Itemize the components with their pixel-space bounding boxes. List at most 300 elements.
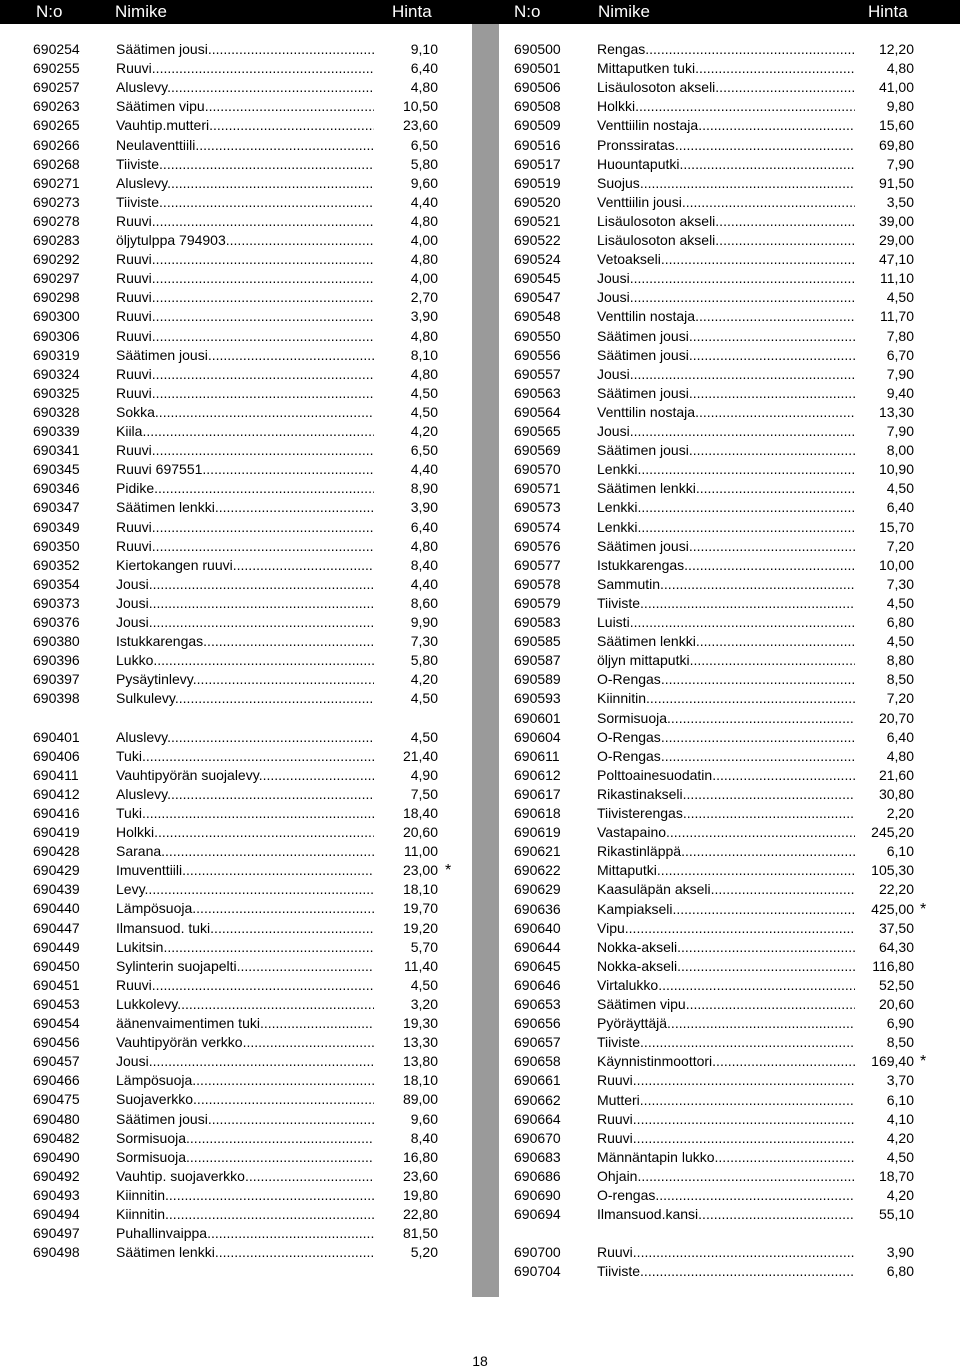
part-price: 9,10 <box>410 41 438 57</box>
part-number: 690589 <box>514 671 561 688</box>
list-item <box>514 670 954 689</box>
part-name: Neulaventtiili ..... <box>116 136 374 155</box>
part-name: Sormisuoja ..... <box>116 1148 374 1167</box>
list-item <box>33 594 473 613</box>
part-number: 690273 <box>33 193 80 210</box>
column-divider <box>472 24 499 1297</box>
list-item <box>33 575 473 594</box>
part-number: 690416 <box>33 804 80 821</box>
part-price: 7,30 <box>886 575 914 592</box>
part-price: 4,80 <box>410 327 438 344</box>
part-name: Ilmansuod.kansi ..... <box>597 1205 855 1224</box>
part-number: 690545 <box>514 270 561 287</box>
part-number: 690447 <box>33 919 80 936</box>
part-number: 690498 <box>33 1244 80 1261</box>
list-item <box>514 651 954 670</box>
part-number: 690604 <box>514 728 561 745</box>
part-price: 4,50 <box>886 1148 914 1165</box>
list-item <box>514 384 954 403</box>
list-item <box>514 1205 954 1224</box>
part-name: Kiinnitin ..... <box>116 1186 374 1205</box>
part-price: 4,80 <box>886 747 914 764</box>
part-price: 4,80 <box>410 79 438 96</box>
part-name: Kiertokangen ruuvi ..... <box>116 556 374 575</box>
table-header <box>0 0 960 24</box>
part-number: 690396 <box>33 652 80 669</box>
part-price: 13,80 <box>402 1053 438 1070</box>
part-name: Säätimen jousi ..... <box>597 384 855 403</box>
part-name: Rikastinläppä ..... <box>597 842 855 861</box>
part-name: Rikastinakseli ..... <box>597 785 855 804</box>
list-item <box>514 1186 954 1205</box>
part-number: 690266 <box>33 136 80 153</box>
part-price: 11,00 <box>404 843 438 860</box>
part-price: 6,70 <box>886 346 914 363</box>
part-price: 245,20 <box>871 824 914 841</box>
part-number: 690341 <box>33 442 80 459</box>
part-price: 4,20 <box>886 1129 914 1146</box>
part-price: 7,90 <box>886 365 914 382</box>
part-name: Säätimen jousi ..... <box>597 537 855 556</box>
part-number: 690254 <box>33 41 80 57</box>
list-item <box>514 1071 954 1090</box>
list-item <box>514 307 954 326</box>
part-number: 690439 <box>33 881 80 898</box>
list-item <box>514 269 954 288</box>
list-item <box>514 728 954 747</box>
part-name: Ohjain ..... <box>597 1167 855 1186</box>
part-name: Jousi ..... <box>116 1052 374 1071</box>
list-item <box>33 250 473 269</box>
part-name: öljytulppa 794903 ..... <box>116 231 374 250</box>
list-item <box>33 842 473 861</box>
part-price: 6,40 <box>886 499 914 516</box>
list-item <box>33 346 473 365</box>
part-name: Tuki ..... <box>116 804 374 823</box>
list-item <box>514 575 954 594</box>
part-number: 690636 <box>514 900 561 917</box>
part-number: 690593 <box>514 690 561 707</box>
list-item <box>33 1186 473 1205</box>
part-number: 690520 <box>514 193 561 210</box>
part-price: 18,70 <box>878 1167 914 1184</box>
part-price: 22,20 <box>878 881 914 898</box>
part-price: 4,80 <box>410 251 438 268</box>
part-name: Tiiviste ..... <box>116 155 374 174</box>
part-name: Kampiakseli ..... <box>597 900 855 919</box>
part-price: 29,00 <box>878 232 914 248</box>
part-name: Ruuvi ..... <box>597 1129 855 1148</box>
part-price: 11,70 <box>880 308 914 325</box>
list-item <box>514 155 954 174</box>
header-price-right: Hinta <box>868 2 908 21</box>
part-price: 19,70 <box>402 900 438 917</box>
part-name: Sormisuoja ..... <box>116 1129 374 1148</box>
part-number: 690300 <box>33 308 80 325</box>
part-name: Pidike ..... <box>116 479 374 498</box>
list-item <box>33 193 473 212</box>
part-price: 9,40 <box>886 384 914 401</box>
part-name: Venttilin nostaja ..... <box>597 307 855 326</box>
list-item <box>514 919 954 938</box>
part-name: Lisäulosoton akseli ..... <box>597 231 855 250</box>
header-name-right: Nimike <box>598 2 650 21</box>
part-price: 18,40 <box>402 804 438 821</box>
part-name: Venttilin nostaja ..... <box>597 403 855 422</box>
list-item <box>514 632 954 651</box>
part-price: 7,90 <box>886 155 914 172</box>
part-number: 690571 <box>514 480 561 497</box>
part-price: 6,40 <box>886 728 914 745</box>
list-item <box>33 823 473 842</box>
part-number: 690454 <box>33 1015 80 1031</box>
list-item <box>514 346 954 365</box>
part-number: 690629 <box>514 881 561 898</box>
part-name: Tiiviste ..... <box>597 1262 855 1281</box>
part-number: 690686 <box>514 1167 561 1184</box>
list-item <box>514 613 954 632</box>
part-price: 30,80 <box>878 785 914 802</box>
list-item <box>33 327 473 346</box>
part-price: 4,00 <box>410 232 438 248</box>
part-price: 10,50 <box>402 98 438 115</box>
part-price: 5,20 <box>410 1244 438 1261</box>
part-price: 7,20 <box>886 537 914 554</box>
list-item <box>33 670 473 689</box>
part-name: Mutteri ..... <box>597 1091 855 1110</box>
part-number: 690565 <box>514 423 561 439</box>
part-number: 690283 <box>33 232 80 248</box>
part-name: Aluslevy ..... <box>116 728 374 747</box>
part-price: 13,30 <box>402 1034 438 1051</box>
part-number: 690509 <box>514 117 561 134</box>
part-price: 6,50 <box>410 442 438 459</box>
part-name: Vetoakseli ..... <box>597 250 855 269</box>
list-item <box>33 59 473 78</box>
header-name-left: Nimike <box>115 2 167 21</box>
part-name: Polttoainesuodatin ..... <box>597 766 855 785</box>
part-name: Jousi ..... <box>116 613 374 632</box>
part-name: Vauhtip.mutteri ..... <box>116 116 374 135</box>
part-price: 19,20 <box>402 919 438 936</box>
list-item <box>33 174 473 193</box>
list-item <box>514 288 954 307</box>
part-price: 64,30 <box>878 938 914 955</box>
part-number: 690516 <box>514 136 561 153</box>
part-price: 41,00 <box>878 79 914 96</box>
part-number: 690401 <box>33 728 80 745</box>
list-item <box>514 957 954 976</box>
list-item <box>514 231 954 250</box>
part-number: 690347 <box>33 499 80 516</box>
part-number: 690475 <box>33 1091 80 1108</box>
part-number: 690398 <box>33 690 80 707</box>
list-item <box>33 288 473 307</box>
list-item <box>33 1129 473 1148</box>
part-price: 6,10 <box>886 843 914 860</box>
list-item <box>33 155 473 174</box>
part-name: Tiiviste ..... <box>597 594 855 613</box>
part-name: Lukitsin ..... <box>116 938 374 957</box>
part-number: 690412 <box>33 785 80 802</box>
part-price: 23,60 <box>402 117 438 134</box>
part-price: 4,20 <box>410 671 438 688</box>
list-item <box>33 995 473 1014</box>
list-item <box>514 460 954 479</box>
list-item <box>514 136 954 155</box>
part-name: Huountaputki ..... <box>597 155 855 174</box>
list-item <box>33 728 473 747</box>
part-price: 4,50 <box>410 690 438 707</box>
part-name: Ruuvi ..... <box>116 976 374 995</box>
part-number: 690482 <box>33 1129 80 1146</box>
part-number: 690644 <box>514 938 561 955</box>
part-price: 4,50 <box>410 976 438 993</box>
asterisk-mark: * <box>920 1053 927 1071</box>
part-name: Suojus ..... <box>597 174 855 193</box>
part-number: 690501 <box>514 60 561 77</box>
part-number: 690345 <box>33 461 80 478</box>
part-number: 690352 <box>33 556 80 573</box>
part-name: O-Rengas ..... <box>597 728 855 747</box>
part-price: 4,40 <box>410 193 438 210</box>
part-number: 690350 <box>33 537 80 554</box>
part-number: 690653 <box>514 996 561 1012</box>
part-name: Holkki ..... <box>597 97 855 116</box>
part-name: Säätimen jousi ..... <box>116 346 374 365</box>
list-item <box>33 479 473 498</box>
part-price: 4,50 <box>886 633 914 650</box>
list-item <box>514 40 954 59</box>
part-name: Istukkarengas ..... <box>597 556 855 575</box>
part-price: 3,20 <box>410 995 438 1012</box>
part-name: Ruuvi ..... <box>116 518 374 537</box>
list-item <box>33 880 473 899</box>
part-name: Säätimen jousi ..... <box>116 1110 374 1129</box>
part-number: 690492 <box>33 1167 80 1184</box>
list-item <box>514 823 954 842</box>
part-price: 19,80 <box>402 1186 438 1203</box>
part-number: 690601 <box>514 709 561 726</box>
part-price: 9,80 <box>886 98 914 115</box>
part-price: 7,80 <box>886 327 914 344</box>
part-number: 690508 <box>514 98 561 115</box>
part-number: 690268 <box>33 155 80 172</box>
part-name: Suojaverkko ..... <box>116 1090 374 1109</box>
part-number: 690419 <box>33 824 80 840</box>
part-number: 690493 <box>33 1186 80 1203</box>
list-item <box>514 1129 954 1148</box>
list-item <box>514 861 954 880</box>
part-number: 690339 <box>33 423 80 439</box>
part-number: 690573 <box>514 499 561 516</box>
part-name: Venttiilin nostaja ..... <box>597 116 855 135</box>
page-number: 18 <box>472 1353 488 1369</box>
list-item <box>33 1167 473 1186</box>
part-name: Ruuvi ..... <box>116 59 374 78</box>
part-name: Säätimen jousi ..... <box>597 441 855 460</box>
part-number: 690661 <box>514 1072 561 1089</box>
part-name: Säätimen vipu ..... <box>116 97 374 116</box>
list-item <box>33 1110 473 1129</box>
list-item <box>33 613 473 632</box>
part-number: 690456 <box>33 1034 80 1051</box>
part-price: 22,80 <box>402 1206 438 1222</box>
list-item <box>514 938 954 957</box>
part-price: 2,20 <box>886 805 914 821</box>
part-name: Lämpösuoja ..... <box>116 1071 374 1090</box>
part-price: 91,50 <box>878 174 914 191</box>
part-name: Käynnistinmoottori ..... <box>597 1052 855 1071</box>
part-price: 18,10 <box>402 881 438 898</box>
part-name: Istukkarengas ..... <box>116 632 374 651</box>
part-price: 4,40 <box>410 575 438 592</box>
part-number: 690457 <box>33 1053 80 1070</box>
part-price: 4,80 <box>410 212 438 229</box>
part-name: Jousi ..... <box>116 575 374 594</box>
part-name: Lukko ..... <box>116 651 374 670</box>
list-item <box>33 689 473 708</box>
list-item <box>514 880 954 899</box>
part-number: 690494 <box>33 1206 80 1222</box>
part-name: Pysäytinlevy ..... <box>116 670 374 689</box>
list-item <box>33 518 473 537</box>
part-name: Aluslevy ..... <box>116 78 374 97</box>
part-price: 4,80 <box>410 365 438 382</box>
part-name: Säätimen jousi ..... <box>597 327 855 346</box>
part-number: 690704 <box>514 1263 561 1280</box>
part-number: 690380 <box>33 633 80 650</box>
part-name: Jousi ..... <box>116 594 374 613</box>
part-number: 690622 <box>514 862 561 879</box>
part-price: 9,90 <box>410 614 438 630</box>
part-name: Vauhtip. suojaverkko ..... <box>116 1167 374 1186</box>
part-number: 690646 <box>514 976 561 993</box>
part-name: Ruuvi ..... <box>116 365 374 384</box>
list-item <box>33 78 473 97</box>
part-number: 690397 <box>33 671 80 688</box>
part-name: Lämpösuoja ..... <box>116 899 374 918</box>
list-item <box>514 479 954 498</box>
list-item <box>33 97 473 116</box>
part-name: Tuki ..... <box>116 747 374 766</box>
part-price: 37,50 <box>878 919 914 936</box>
part-name: Lisäulosoton akseli ..... <box>597 78 855 97</box>
part-number: 690579 <box>514 594 561 611</box>
list-item <box>33 1014 473 1033</box>
part-price: 7,20 <box>886 690 914 707</box>
list-item <box>33 136 473 155</box>
part-name: Ruuvi ..... <box>116 327 374 346</box>
part-name: Pronssiratas ..... <box>597 136 855 155</box>
part-price: 20,60 <box>402 824 438 840</box>
part-name: Ruuvi ..... <box>116 441 374 460</box>
part-name: Mittaputki ..... <box>597 861 855 880</box>
list-item <box>33 899 473 918</box>
part-name: äänenvaimentimen tuki ..... <box>116 1014 374 1033</box>
part-price: 19,30 <box>402 1015 438 1031</box>
list-item <box>514 1110 954 1129</box>
list-item <box>33 919 473 938</box>
part-name: Mittaputken tuki ..... <box>597 59 855 78</box>
part-number: 690578 <box>514 575 561 592</box>
part-price: 116,80 <box>872 957 914 974</box>
part-name: Tiivisterengas ..... <box>597 804 855 823</box>
part-number: 690428 <box>33 843 80 860</box>
list-item <box>514 1167 954 1186</box>
part-number: 690451 <box>33 976 80 993</box>
part-price: 8,90 <box>410 480 438 497</box>
part-number: 690656 <box>514 1015 561 1032</box>
part-price: 5,70 <box>410 938 438 955</box>
part-number: 690306 <box>33 327 80 344</box>
part-name: Lenkki ..... <box>597 498 855 517</box>
list-item <box>33 1148 473 1167</box>
part-name: Kiinnitin ..... <box>116 1205 374 1224</box>
part-name: O-Rengas ..... <box>597 747 855 766</box>
part-name: Vastapaino ..... <box>597 823 855 842</box>
list-item <box>514 689 954 708</box>
list-item <box>33 116 473 135</box>
part-number: 690524 <box>514 251 561 268</box>
part-name: Säätimen lenkki ..... <box>116 498 374 517</box>
part-number: 690621 <box>514 843 561 860</box>
part-number: 690257 <box>33 79 80 96</box>
part-price: 10,90 <box>878 461 914 478</box>
list-item <box>33 861 473 880</box>
part-name: Jousi ..... <box>597 422 855 441</box>
part-price: 4,50 <box>410 728 438 745</box>
part-price: 13,30 <box>878 403 914 420</box>
part-price: 81,50 <box>402 1225 438 1242</box>
part-price: 7,90 <box>886 423 914 439</box>
part-number: 690319 <box>33 346 80 363</box>
part-price: 8,80 <box>886 652 914 669</box>
part-name: Aluslevy ..... <box>116 785 374 804</box>
part-number: 690480 <box>33 1110 80 1127</box>
list-item <box>33 231 473 250</box>
part-price: 3,90 <box>886 1244 914 1261</box>
header-price-left: Hinta <box>392 2 432 21</box>
part-price: 23,00 <box>402 862 438 879</box>
part-price: 4,10 <box>886 1110 914 1127</box>
part-number: 690557 <box>514 365 561 382</box>
list-item <box>33 1052 473 1071</box>
part-price: 12,20 <box>878 41 914 57</box>
part-number: 690662 <box>514 1091 561 1108</box>
part-number: 690577 <box>514 556 561 573</box>
list-item <box>514 766 954 785</box>
part-number: 690658 <box>514 1053 561 1070</box>
list-item <box>33 441 473 460</box>
list-item <box>514 1091 954 1110</box>
part-number: 690324 <box>33 365 80 382</box>
part-number: 690550 <box>514 327 561 344</box>
part-name: Luisti ..... <box>597 613 855 632</box>
list-item <box>514 747 954 766</box>
part-number: 690466 <box>33 1072 80 1089</box>
part-number: 690569 <box>514 442 561 459</box>
part-name: Vipu ..... <box>597 919 855 938</box>
list-item <box>514 785 954 804</box>
part-number: 690617 <box>514 785 561 802</box>
part-number: 690406 <box>33 747 80 764</box>
part-name: O-rengas ..... <box>597 1186 855 1205</box>
list-item <box>514 842 954 861</box>
part-name: Levy ..... <box>116 880 374 899</box>
part-number: 690521 <box>514 212 561 229</box>
part-name: Ruuvi ..... <box>116 307 374 326</box>
